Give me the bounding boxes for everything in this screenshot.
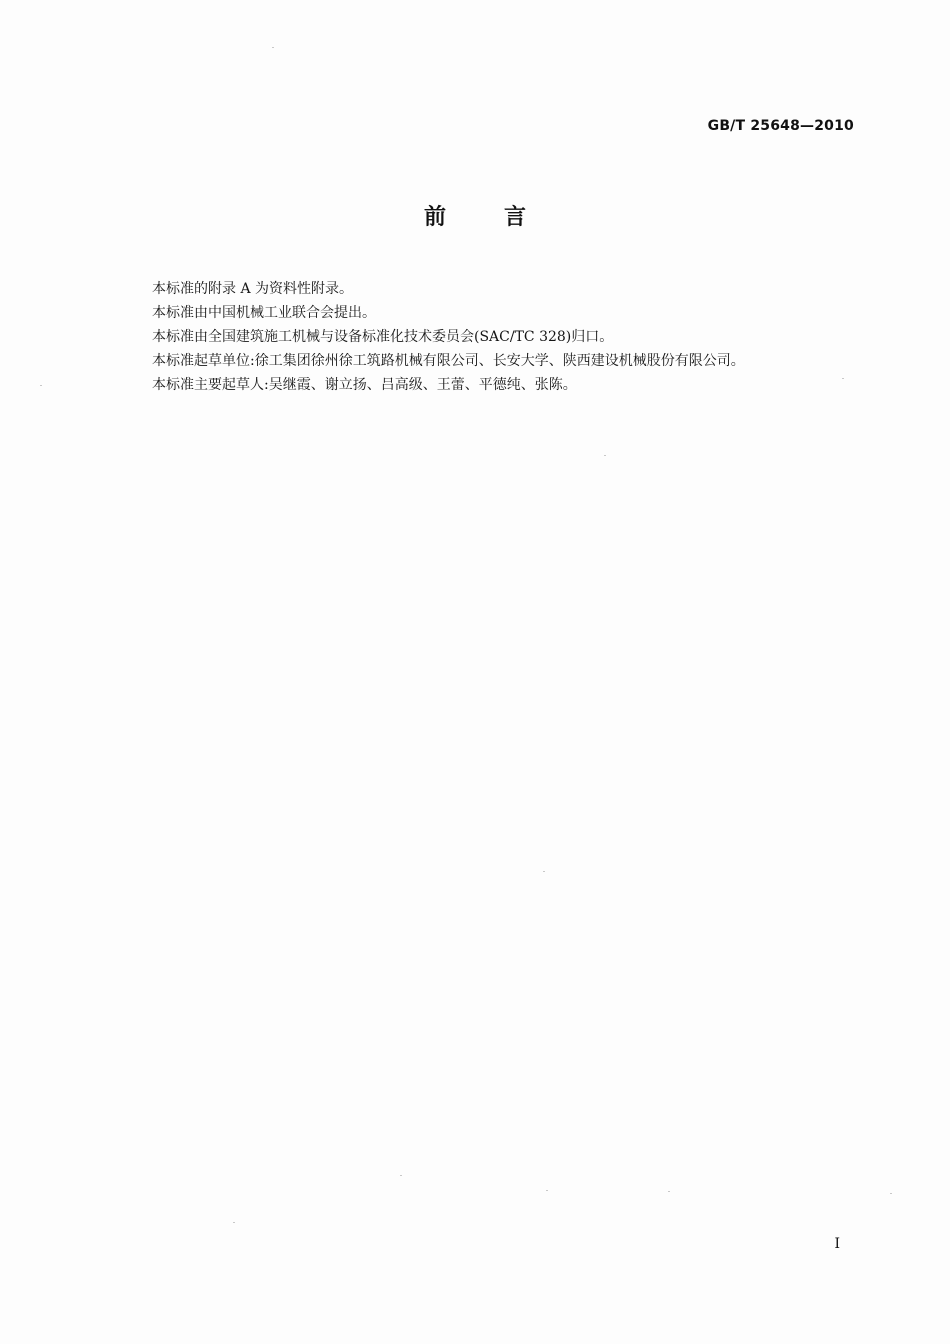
scan-speck (400, 1175, 402, 1176)
scan-speck (604, 455, 606, 456)
paragraph-centralized-by: 本标准由全国建筑施工机械与设备标准化技术委员会(SAC/TC 328)归口。 (152, 329, 614, 345)
scan-speck (668, 1191, 670, 1192)
paragraph-appendix: 本标准的附录 A 为资料性附录。 (152, 281, 354, 297)
standard-number: GB/T 25648—2010 (707, 118, 854, 134)
scan-speck (890, 1193, 892, 1194)
paragraph-drafting-units: 本标准起草单位:徐工集团徐州徐工筑路机械有限公司、长安大学、陕西建设机械股份有限公司。 (152, 353, 745, 369)
scan-speck (233, 1222, 235, 1223)
scan-speck (40, 385, 42, 386)
scan-speck (272, 47, 274, 48)
page-number: I (834, 1236, 840, 1252)
foreword-body (152, 277, 872, 397)
scan-speck (842, 378, 844, 379)
page-title: 前言 (423, 205, 584, 230)
scan-speck (546, 1190, 548, 1191)
scan-speck (543, 871, 545, 872)
paragraph-proposed-by: 本标准由中国机械工业联合会提出。 (152, 305, 376, 321)
paragraph-main-drafters: 本标准主要起草人:吴继霞、谢立扬、吕高级、王蕾、平德纯、张陈。 (152, 377, 577, 393)
